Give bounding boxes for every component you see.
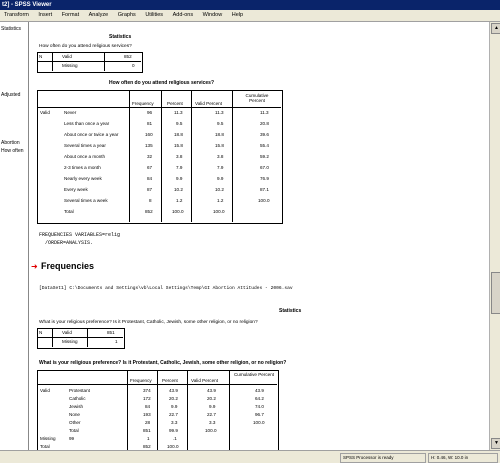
freq2-cell: 22.7	[169, 412, 178, 417]
freq2-cell: 172	[143, 396, 151, 401]
col-divider	[229, 370, 230, 450]
freq2-cell: 193	[143, 412, 151, 417]
output-pane[interactable]	[29, 22, 488, 450]
freq2-row-label: Other	[69, 420, 81, 425]
freq1-cell: 81	[147, 121, 153, 126]
freq1-cell: 15.8	[174, 143, 183, 148]
vertical-scrollbar[interactable]	[489, 22, 500, 450]
freq2-cell: 43.9	[255, 388, 264, 393]
window-title: t2] - SPSS Viewer	[2, 2, 52, 8]
freq1-cell: 3.8	[176, 154, 183, 159]
stats1-valid-value: 852	[124, 54, 132, 59]
freq1-cell: 1.2	[217, 198, 224, 203]
freq1-row-label: Total	[64, 209, 74, 214]
frequencies-heading: Frequencies	[41, 261, 95, 271]
col-divider	[52, 52, 53, 71]
stats1-missing-label: Missing	[62, 63, 78, 68]
col-divider	[187, 370, 188, 450]
freq1-cell: 20.8	[260, 121, 269, 126]
col-divider	[161, 90, 162, 222]
freq1-row-label: About once a month	[64, 154, 106, 159]
freq2-cell: 64.2	[255, 396, 264, 401]
freq2-header-cumulative: Cumulative Percent	[233, 372, 275, 377]
freq2-group: Missing	[40, 436, 56, 441]
freq1-cell: 10.2	[215, 187, 224, 192]
freq2-row-label: Protestant	[69, 388, 90, 393]
freq1-cell: 9.5	[217, 121, 224, 126]
freq1-row-label: Less than once a year	[64, 121, 110, 126]
col-divider	[157, 370, 158, 450]
freq2-cell: 20.2	[169, 396, 178, 401]
freq1-cell: 67.0	[260, 165, 269, 170]
freq1-cell: 59.2	[260, 154, 269, 159]
syntax-line: FREQUENCIES VARIABLES=relig	[39, 232, 121, 238]
menu-analyze[interactable]: Analyze	[88, 12, 109, 18]
outline-pane[interactable]	[0, 22, 29, 450]
processor-status: SPSS Processor is ready	[340, 453, 426, 463]
freq2-header-frequency: Frequency	[130, 378, 152, 383]
freq2-cell: 43.9	[207, 388, 216, 393]
stats1-missing-value: 0	[132, 63, 135, 68]
freq2-row-label: None	[69, 412, 80, 417]
freq2-cell: 851	[143, 428, 151, 433]
scroll-down-icon[interactable]: ▼	[491, 438, 500, 449]
freq1-cell: 3.8	[217, 154, 224, 159]
position-status: H: 0.46, W: 10.0 in	[428, 453, 498, 463]
outline-item[interactable]: Abortion	[1, 140, 20, 146]
stats2-valid-label: Valid	[62, 330, 72, 335]
freq2-cell: 84	[145, 404, 151, 409]
freq2-cell: 28	[145, 420, 151, 425]
freq1-cell: 87	[147, 187, 153, 192]
freq2-cell: 100.0	[253, 420, 265, 425]
freq1-cell: 160	[145, 132, 153, 137]
row-divider	[37, 337, 123, 338]
freq1-group-valid: Valid	[40, 110, 50, 115]
freq1-cell: 15.8	[215, 143, 224, 148]
stats1-valid-label: Valid	[62, 54, 72, 59]
freq1-cell: 100.0	[258, 198, 270, 203]
freq1-cell: 11.3	[215, 110, 224, 115]
stats2-n-label: N	[39, 330, 43, 335]
arrow-icon: ➜	[31, 262, 38, 271]
freq1-cell: 9.9	[176, 176, 183, 181]
col-divider	[104, 52, 105, 71]
freq2-cell: 1	[147, 436, 150, 441]
freq2-cell: 9.9	[209, 404, 216, 409]
freq1-row-label: Every week	[64, 187, 88, 192]
freq1-header-percent: Percent	[167, 101, 183, 106]
scroll-up-icon[interactable]: ▲	[491, 23, 500, 34]
freq1-cell: 39.6	[260, 132, 269, 137]
menu-addons[interactable]: Add-ons	[172, 12, 194, 18]
freq2-cell: .1	[173, 436, 177, 441]
menu-transform[interactable]: Transform	[4, 12, 29, 18]
header-divider	[37, 107, 281, 108]
freq2-cell: 74.0	[255, 404, 264, 409]
freq1-cell: 100.0	[172, 209, 184, 214]
freq1-row-label: Several times a week	[64, 198, 108, 203]
freq2-title: What is your religious preference? Is it Protestant, Catholic, Jewish, some other religion, or no religion?	[39, 360, 287, 366]
freq2-group: Valid	[40, 388, 50, 393]
stats2-missing-label: Missing	[62, 339, 78, 344]
freq2-header-percent: Percent	[162, 378, 178, 383]
freq1-header-cumulative: Cumulative Percent	[245, 93, 269, 103]
col-divider	[129, 90, 130, 222]
menu-graphs[interactable]: Graphs	[117, 12, 136, 18]
freq1-row-label: About once or twice a year	[64, 132, 119, 137]
freq1-cell: 8	[149, 198, 152, 203]
col-divider	[232, 90, 233, 222]
freq2-cell: 3.3	[209, 420, 216, 425]
freq1-cell: 11.3	[174, 110, 183, 115]
freq1-cell: 18.8	[215, 132, 224, 137]
menu-window[interactable]: Window	[202, 12, 223, 18]
stats2-question: What is your religious preference? Is it Protestant, Catholic, Jewish, some other religion, or no religion?	[39, 320, 258, 325]
stats2-valid-value: 851	[107, 330, 115, 335]
freq2-header-valid-percent: Valid Percent	[191, 378, 218, 383]
col-divider	[52, 328, 53, 347]
menu-insert[interactable]: Insert	[38, 12, 53, 18]
freq1-row-label: Never	[64, 110, 77, 115]
freq1-cell: 9.9	[217, 176, 224, 181]
outline-item[interactable]: Statistics	[1, 26, 22, 32]
freq2-cell: 20.2	[207, 396, 216, 401]
stats1-title: Statistics	[109, 34, 132, 40]
freq1-cell: 87.1	[260, 187, 269, 192]
freq1-cell: 7.9	[217, 165, 224, 170]
freq2-cell: 3.3	[171, 420, 178, 425]
freq2-row-label: 99	[69, 436, 75, 441]
col-divider	[87, 328, 88, 347]
outline-item[interactable]: How often	[1, 148, 24, 154]
menu-help[interactable]: Help	[231, 12, 244, 18]
menu-utilities[interactable]: Utilities	[145, 12, 164, 18]
freq2-cell: 100.0	[167, 444, 179, 449]
freq2-row-label: Jewish	[69, 404, 84, 409]
freq1-cell: 55.4	[260, 143, 269, 148]
col-divider	[191, 90, 192, 222]
freq1-row-label: Nearly every week	[64, 176, 102, 181]
freq2-row-label: Catholic	[69, 396, 86, 401]
freq1-header-frequency: Frequency	[132, 101, 154, 106]
freq2-cell: 43.9	[169, 388, 178, 393]
freq1-cell: 1.2	[176, 198, 183, 203]
stats2-title: Statistics	[279, 308, 302, 314]
outline-item[interactable]: Adjusted	[1, 92, 21, 98]
freq2-cell: 9.9	[171, 404, 178, 409]
freq1-cell: 10.2	[174, 187, 183, 192]
freq1-cell: 9.5	[176, 121, 183, 126]
freq1-cell: 135	[145, 143, 153, 148]
freq2-cell: 96.7	[255, 412, 264, 417]
freq1-cell: 100.0	[213, 209, 225, 214]
freq1-cell: 852	[145, 209, 153, 214]
stats1-n-label: N	[39, 54, 43, 59]
status-bar	[0, 450, 500, 463]
freq2-cell: 852	[143, 444, 151, 449]
freq1-row-label: 2-3 times a month	[64, 165, 101, 170]
freq2-group: Total	[40, 444, 50, 449]
freq1-cell: 32	[147, 154, 153, 159]
menu-bar	[0, 10, 500, 22]
freq1-header-valid-percent: Valid Percent	[195, 101, 222, 106]
freq2-cell: 100.0	[205, 428, 217, 433]
freq1-cell: 96	[147, 110, 153, 115]
freq1-cell: 84	[147, 176, 153, 181]
freq2-cell: 374	[143, 388, 151, 393]
syntax-line: /ORDER=ANALYSIS.	[39, 240, 94, 246]
col-divider	[127, 370, 128, 450]
freq1-title: How often do you attend religious services?	[109, 80, 215, 86]
freq1-cell: 67	[147, 165, 153, 170]
freq2-cell: 22.7	[207, 412, 216, 417]
freq1-cell: 76.9	[260, 176, 269, 181]
stats1-question: How often do you attend religious services?	[39, 44, 132, 49]
dataset-line: [DataSet1] C:\Documents and Settings\vb\Local Settings\Temp\GI Abortion Attitudes - 2006.sav	[39, 286, 293, 291]
scroll-thumb[interactable]	[491, 272, 500, 314]
menu-format[interactable]: Format	[61, 12, 80, 18]
stats2-missing-value: 1	[115, 339, 118, 344]
freq1-cell: 7.9	[176, 165, 183, 170]
freq1-cell: 18.8	[174, 132, 183, 137]
title-bar	[0, 0, 500, 10]
freq2-row-label: Total	[69, 428, 79, 433]
freq2-cell: 99.9	[169, 428, 178, 433]
freq1-cell: 11.3	[260, 110, 269, 115]
freq1-row-label: Several times a year	[64, 143, 106, 148]
